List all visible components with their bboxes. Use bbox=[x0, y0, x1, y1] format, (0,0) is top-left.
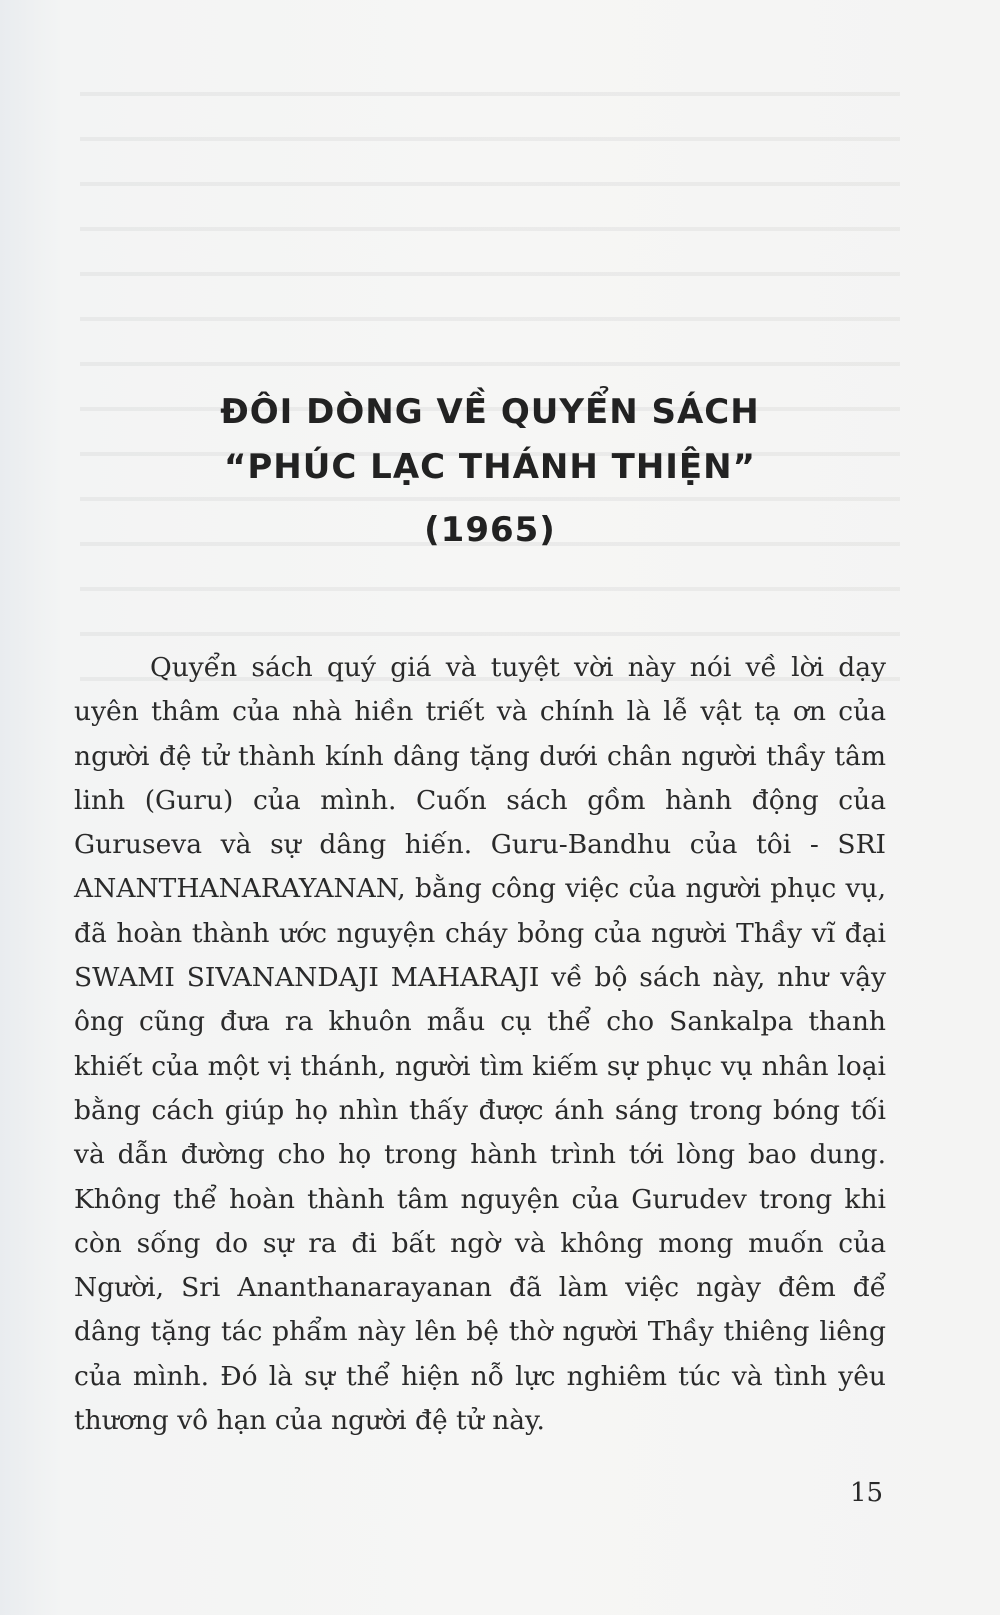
body-paragraph: Quyển sách quý giá và tuyệt vời này nói về lời dạy uyên thâm của nhà hiền triết và chính là lễ vật tạ ơn của người đệ tử thành kính dâng tặng dưới chân người thầy tâm linh (Guru) của mình. Cuốn sách gồm hành động của Guruseva và sự dâng hiến. Guru-Bandhu của tôi - SRI ANANTHANARAYANAN, bằng công việc của người phục vụ, đã hoàn thành ước nguyện cháy bỏng của người Thầy vĩ đại SWAMI SIVANANDAJI MAHARAJI về bộ sách này, như vậy ông cũng đưa ra khuôn mẫu cụ thể cho Sankalpa thanh khiết của một vị thánh, người tìm kiếm sự phục vụ nhân loại bằng cách giúp họ nhìn thấy được ánh sáng trong bóng tối và dẫn đường cho họ trong hành trình tới lòng bao dung. Không thể hoàn thành tâm nguyện của Gurudev trong khi còn sống do sự ra đi bất ngờ và không mong muốn của Người, Sri Ananthanarayanan đã làm việc ngày đêm để dâng tặng tác phẩm này lên bệ thờ người Thầy thiêng liêng của mình. Đó là sự thể hiện nỗ lực nghiêm túc và tình yêu thương vô hạn của người đệ tử này. bbox=[74, 652, 886, 1437]
heading-year: (1965) bbox=[424, 510, 556, 550]
chapter-heading bbox=[0, 385, 980, 565]
heading-line-2: “PHÚC LẠC THÁNH THIỆN” bbox=[224, 447, 756, 487]
show-through-text bbox=[80, 60, 900, 700]
heading-line-1: ĐÔI DÒNG VỀ QUYỂN SÁCH bbox=[220, 392, 760, 432]
page-number: 15 bbox=[850, 1478, 884, 1508]
